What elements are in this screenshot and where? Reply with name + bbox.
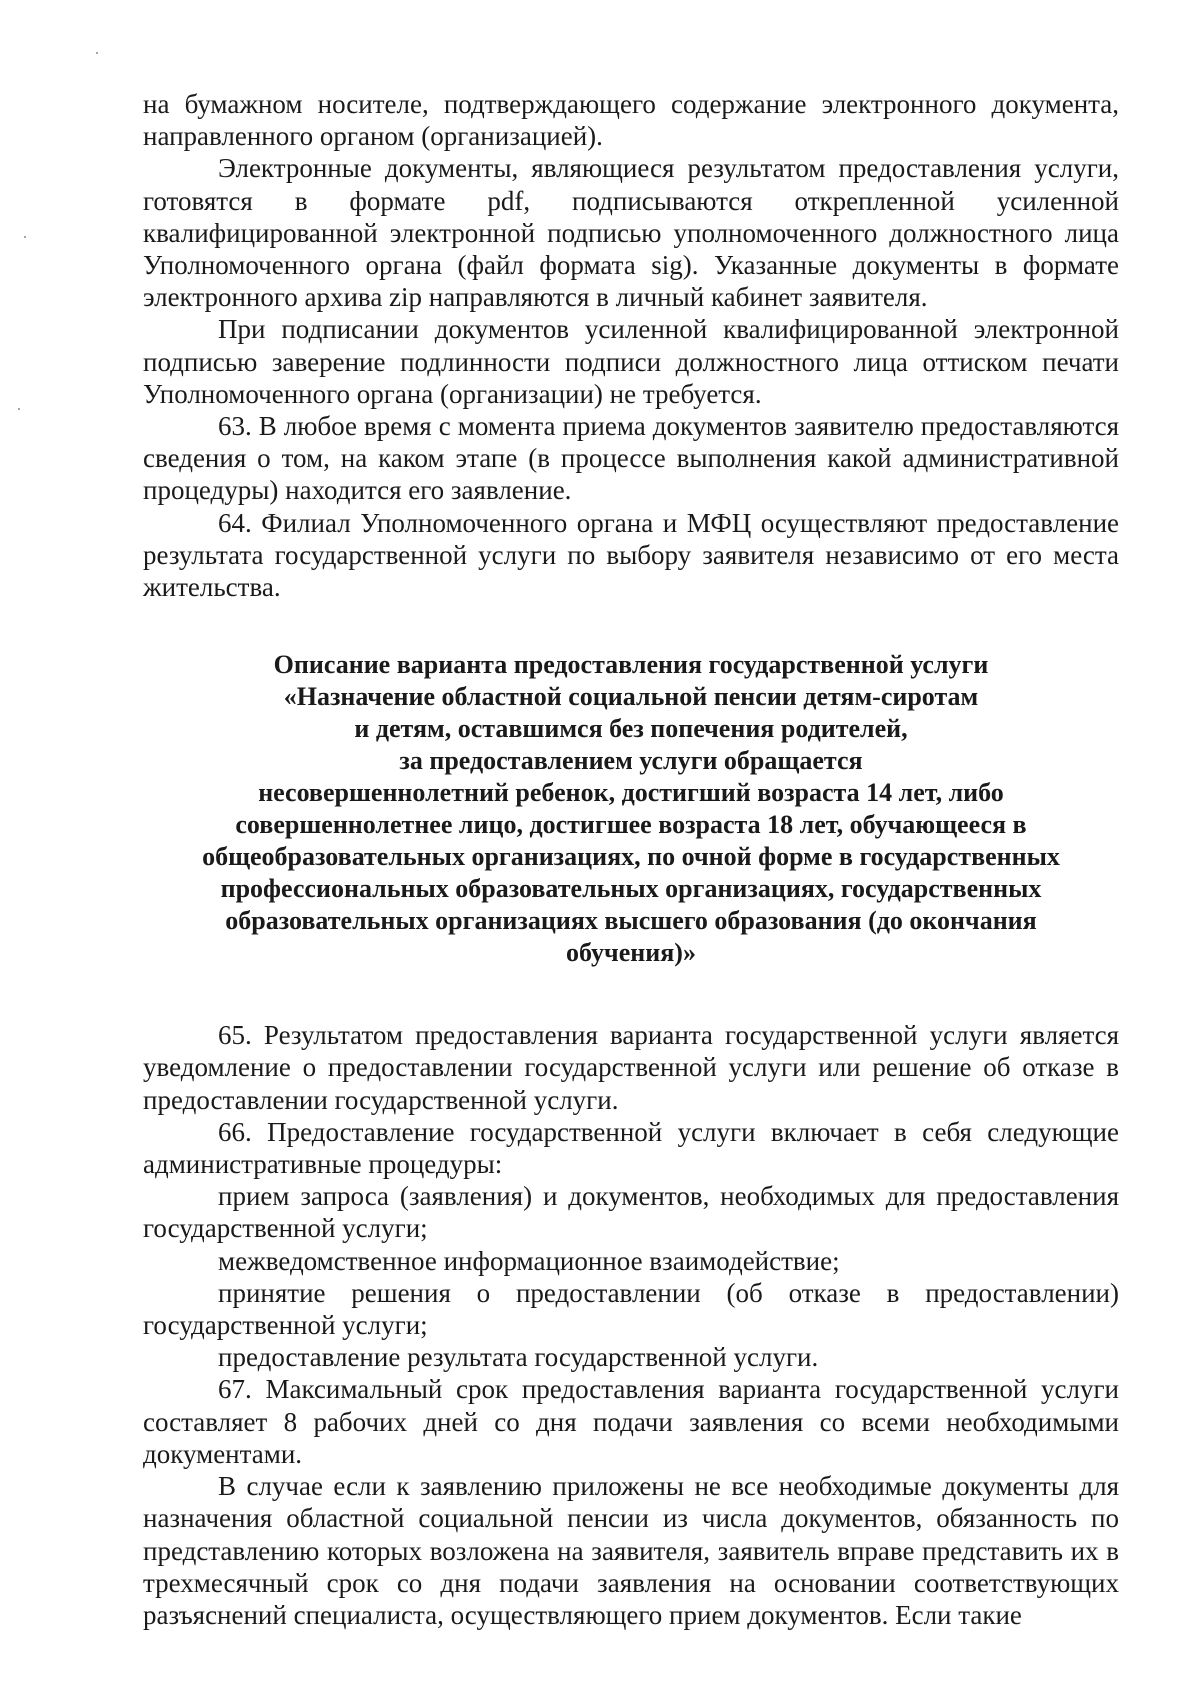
paragraph: В случае если к заявлению приложены не все необходимые документы для назначения областной социальной пенсии из числа документов, обязанность по представлению которых возложена на заявителя, заявитель вправе представить их в трехмесячный срок со дня подачи заявления на основании соответствующих разъяснений специалиста, осуществляющего прием документов. Если такие: [143, 1471, 1119, 1630]
paragraph: При подписании документов усиленной квалифицированной электронной подписью заверение подлинности подписи должностного лица оттиском печати Уполномоченного органа (организации) не требуется.: [143, 314, 1119, 409]
paragraph: 67. Максимальный срок предоставления варианта государственной услуги составляет 8 рабочих дней со дня подачи заявления со всеми необходимыми документами.: [143, 1374, 1119, 1469]
heading-line: обучения)»: [566, 938, 696, 968]
body-text-top: [143, 88, 1119, 603]
paragraph: 65. Результатом предоставления варианта государственной услуги является уведомление о предоставлении государственной услуги или решение об отказе в предоставлении государственной услуги.: [143, 1020, 1119, 1115]
document-page: [143, 88, 1119, 1631]
heading-line: общеобразовательных организациях, по очной форме в государственных: [202, 842, 1060, 872]
section-heading: [143, 649, 1119, 969]
heading-line: «Назначение областной социальной пенсии детям-сиротам: [283, 682, 979, 712]
body-text-bottom: [143, 1019, 1119, 1631]
paragraph: Электронные документы, являющиеся результатом предоставления услуги, готовятся в формате pdf, подписываются открепленной усиленной квалифицированной электронной подписью уполномоченного должностного лица Уполномоченного органа (файл формата sig). Указанные документы в формате электронного архива zip направляются в личный кабинет заявителя.: [143, 153, 1119, 313]
heading-line: Описание варианта предоставления государственной услуги: [273, 650, 989, 680]
paragraph: на бумажном носителе, подтверждающего содержание электронного документа, направленного органом (организацией).: [143, 89, 1119, 152]
paragraph: предоставление результата государственной услуги.: [218, 1342, 819, 1373]
heading-line: за предоставлением услуги обращается: [399, 746, 863, 776]
heading-line: профессиональных образовательных организациях, государственных: [220, 874, 1042, 904]
heading-line: несовершеннолетний ребенок, достигший возраста 14 лет, либо: [258, 778, 1004, 808]
paragraph: 63. В любое время с момента приема документов заявителю предоставляются сведения о том, на каком этапе (в процессе выполнения какой административной процедуры) находится его заявление.: [143, 411, 1119, 506]
scan-speck: [96, 52, 98, 54]
paragraph: прием запроса (заявления) и документов, необходимых для предоставления государственной услуги;: [143, 1181, 1119, 1244]
heading-line: образовательных организациях высшего образования (до окончания: [225, 906, 1037, 936]
paragraph: 64. Филиал Уполномоченного органа и МФЦ осуществляют предоставление результата государственной услуги по выбору заявителя независимо от его места жительства.: [143, 507, 1119, 603]
scan-speck: [24, 236, 26, 238]
heading-line: совершеннолетнее лицо, достигшее возраста 18 лет, обучающееся в: [235, 810, 1027, 840]
paragraph: межведомственное информационное взаимодействие;: [218, 1245, 840, 1276]
paragraph: 66. Предоставление государственной услуги включает в себя следующие административные процедуры:: [143, 1116, 1119, 1180]
scan-speck: [18, 408, 20, 410]
paragraph: принятие решения о предоставлении (об отказе в предоставлении) государственной услуги;: [143, 1277, 1119, 1341]
heading-line: и детям, оставшимся без попечения родителей,: [354, 714, 908, 744]
